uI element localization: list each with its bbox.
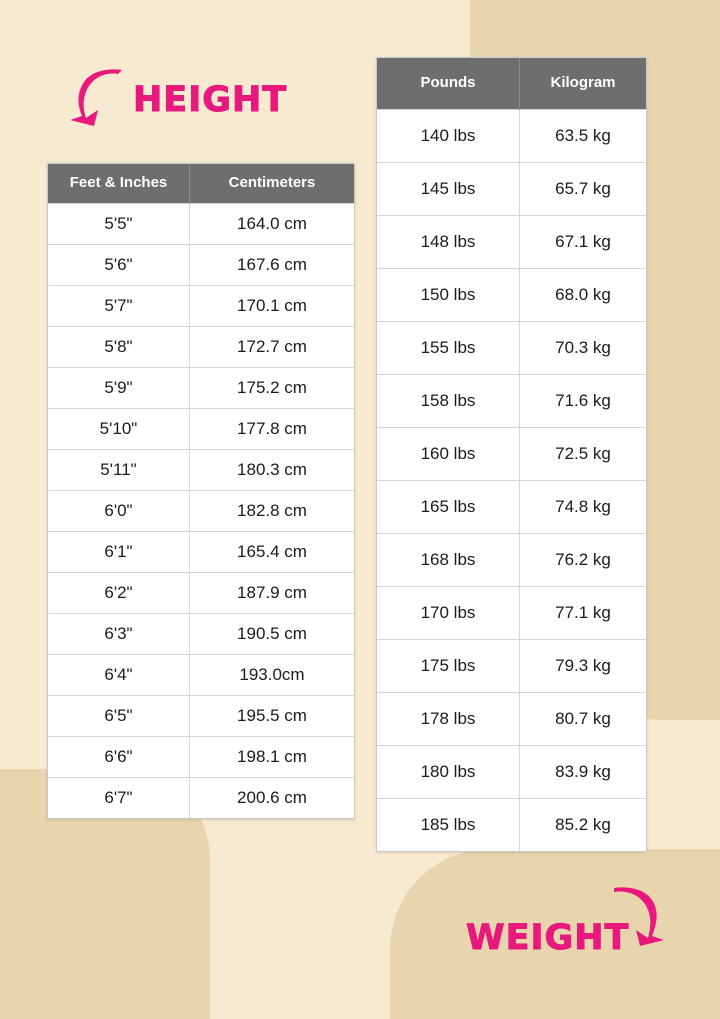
cell-pounds: 155 lbs — [377, 321, 520, 374]
table-row — [48, 326, 354, 367]
table-row — [48, 449, 354, 490]
table-row — [377, 745, 646, 798]
cell-kilogram: 79.3 kg — [520, 639, 647, 692]
table-row — [377, 162, 646, 215]
table-row — [48, 531, 354, 572]
cell-centimeters: 200.6 cm — [190, 777, 355, 818]
cell-kilogram: 68.0 kg — [520, 268, 647, 321]
table-row — [377, 215, 646, 268]
cell-pounds: 170 lbs — [377, 586, 520, 639]
cell-centimeters: 187.9 cm — [190, 572, 355, 613]
cell-centimeters: 172.7 cm — [190, 326, 355, 367]
cell-feet-inches: 6'0" — [48, 490, 190, 531]
column-header-feet-inches: Feet & Inches — [48, 164, 190, 203]
cell-kilogram: 85.2 kg — [520, 798, 647, 851]
cell-feet-inches: 6'5" — [48, 695, 190, 736]
cell-kilogram: 72.5 kg — [520, 427, 647, 480]
cell-kilogram: 71.6 kg — [520, 374, 647, 427]
table-row — [377, 321, 646, 374]
table-row — [377, 692, 646, 745]
cell-feet-inches: 6'3" — [48, 613, 190, 654]
table-row — [48, 777, 354, 818]
cell-pounds: 148 lbs — [377, 215, 520, 268]
cell-kilogram: 76.2 kg — [520, 533, 647, 586]
cell-centimeters: 193.0cm — [190, 654, 355, 695]
table-row — [377, 268, 646, 321]
curved-arrow-icon-left — [68, 68, 124, 135]
cell-centimeters: 167.6 cm — [190, 244, 355, 285]
table-header-row — [377, 58, 646, 109]
table-row — [48, 244, 354, 285]
table-row — [48, 695, 354, 736]
table-row — [48, 572, 354, 613]
table-row — [377, 533, 646, 586]
cell-feet-inches: 5'11" — [48, 449, 190, 490]
cell-feet-inches: 6'1" — [48, 531, 190, 572]
cell-kilogram: 65.7 kg — [520, 162, 647, 215]
cell-pounds: 165 lbs — [377, 480, 520, 533]
cell-pounds: 175 lbs — [377, 639, 520, 692]
column-header-kilogram: Kilogram — [520, 58, 647, 109]
cell-pounds: 158 lbs — [377, 374, 520, 427]
column-header-pounds: Pounds — [377, 58, 520, 109]
cell-kilogram: 63.5 kg — [520, 109, 647, 162]
table-row — [48, 367, 354, 408]
table-row — [377, 480, 646, 533]
weight-heading: WEIGHT — [466, 918, 630, 958]
cell-kilogram: 74.8 kg — [520, 480, 647, 533]
cell-centimeters: 170.1 cm — [190, 285, 355, 326]
table-row — [48, 613, 354, 654]
table-row — [48, 654, 354, 695]
cell-feet-inches: 6'6" — [48, 736, 190, 777]
cell-pounds: 140 lbs — [377, 109, 520, 162]
cell-centimeters: 182.8 cm — [190, 490, 355, 531]
cell-kilogram: 77.1 kg — [520, 586, 647, 639]
cell-pounds: 145 lbs — [377, 162, 520, 215]
table-row — [377, 374, 646, 427]
cell-feet-inches: 6'4" — [48, 654, 190, 695]
table-row — [377, 798, 646, 851]
cell-pounds: 168 lbs — [377, 533, 520, 586]
cell-centimeters: 165.4 cm — [190, 531, 355, 572]
cell-pounds: 160 lbs — [377, 427, 520, 480]
table-row — [48, 203, 354, 244]
cell-centimeters: 190.5 cm — [190, 613, 355, 654]
cell-pounds: 180 lbs — [377, 745, 520, 798]
cell-pounds: 150 lbs — [377, 268, 520, 321]
cell-feet-inches: 5'5" — [48, 203, 190, 244]
cell-centimeters: 177.8 cm — [190, 408, 355, 449]
table-row — [377, 109, 646, 162]
table-row — [377, 586, 646, 639]
cell-centimeters: 195.5 cm — [190, 695, 355, 736]
cell-feet-inches: 5'8" — [48, 326, 190, 367]
table-header-row — [48, 164, 354, 203]
cell-feet-inches: 5'7" — [48, 285, 190, 326]
cell-kilogram: 83.9 kg — [520, 745, 647, 798]
cell-kilogram: 67.1 kg — [520, 215, 647, 268]
cell-centimeters: 198.1 cm — [190, 736, 355, 777]
cell-feet-inches: 5'10" — [48, 408, 190, 449]
table-row — [48, 408, 354, 449]
table-row — [48, 490, 354, 531]
weight-conversion-table — [376, 57, 647, 852]
height-heading: HEIGHT — [133, 80, 288, 120]
table-row — [377, 427, 646, 480]
cell-centimeters: 180.3 cm — [190, 449, 355, 490]
table-row — [377, 639, 646, 692]
cell-kilogram: 80.7 kg — [520, 692, 647, 745]
cell-feet-inches: 5'9" — [48, 367, 190, 408]
cell-feet-inches: 6'7" — [48, 777, 190, 818]
table-row — [48, 736, 354, 777]
cell-feet-inches: 6'2" — [48, 572, 190, 613]
table-row — [48, 285, 354, 326]
cell-centimeters: 164.0 cm — [190, 203, 355, 244]
cell-kilogram: 70.3 kg — [520, 321, 647, 374]
height-conversion-table — [47, 163, 355, 819]
column-header-centimeters: Centimeters — [190, 164, 355, 203]
cell-pounds: 178 lbs — [377, 692, 520, 745]
cell-pounds: 185 lbs — [377, 798, 520, 851]
cell-feet-inches: 5'6" — [48, 244, 190, 285]
cell-centimeters: 175.2 cm — [190, 367, 355, 408]
